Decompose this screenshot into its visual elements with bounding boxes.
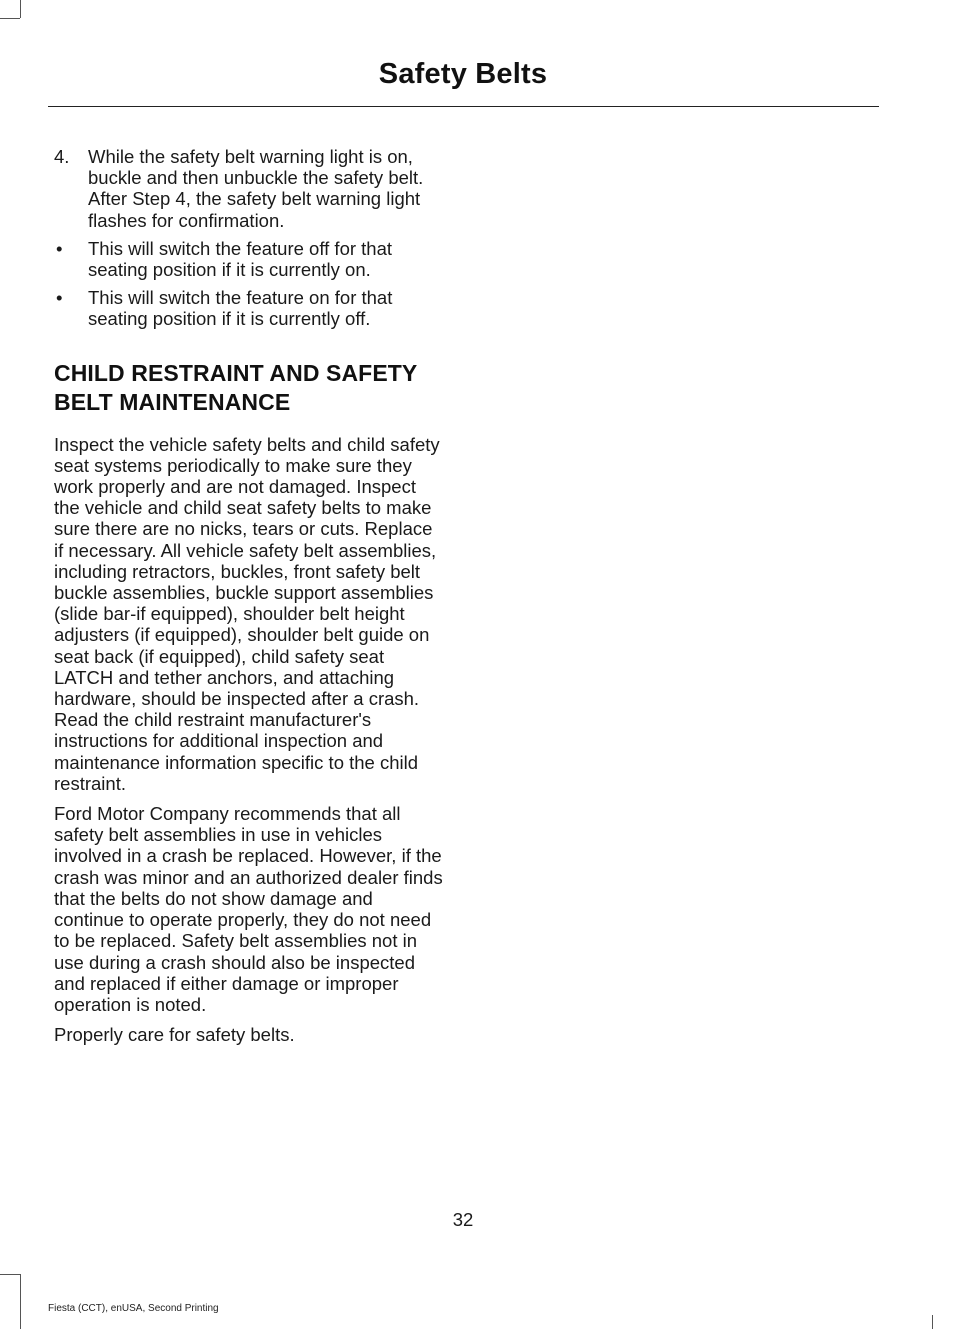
header-divider (48, 106, 879, 107)
list-item-text: This will switch the feature on for that seating position if it is currently off. (88, 287, 393, 330)
bullet-marker: • (56, 287, 63, 309)
section-heading: CHILD RESTRAINT AND SAFETY BELT MAINTENANCE (54, 359, 417, 415)
list-item (54, 287, 446, 329)
page-number: 32 (452, 1209, 474, 1230)
crop-mark-bottom-left-horizontal (0, 1274, 20, 1275)
crop-mark-bottom-left-vertical (20, 1274, 21, 1329)
list-item-text: While the safety belt warning light is on, buckle and then unbuckle the safety belt. After Step 4, the safety belt warning light flashes for confirmation. (88, 146, 424, 231)
page-title: Safety Belts (378, 58, 548, 90)
bullet-marker: • (56, 237, 63, 259)
body-paragraph: Inspect the vehicle safety belts and child safety seat systems periodically to make sure they work properly and are not damaged. Inspect the vehicle and child seat safety belts to make sure there are no nicks, tears or cuts. Replace if necessary. All vehicle safety belt assemblies, including retractors, buckles, front safety belt buckle assemblies, buckle support assemblies (slide bar-if equipped), shoulder belt height adjusters (if equipped), shoulder belt guide on seat back (if equipped), child safety seat LATCH and tether anchors, and attaching hardware, should be inspected after a crash. Read the child restraint manufacturer's instructions for additional inspection and maintenance information specific to the child restraint. (54, 433, 440, 794)
crop-mark-bottom-right-vertical (932, 1315, 933, 1329)
body-paragraph: Properly care for safety belts. (54, 1024, 295, 1046)
list-item-text: This will switch the feature off for that seating position if it is currently on. (88, 237, 393, 281)
list-number: 4. (54, 146, 70, 167)
list-item (54, 146, 446, 231)
main-column (54, 146, 446, 1054)
footer-text: Fiesta (CCT), enUSA, Second Printing (48, 1303, 219, 1314)
crop-mark-top-left-vertical (20, 0, 21, 18)
body-paragraph: Ford Motor Company recommends that all safety belt assemblies in use in vehicles involved in a crash be replaced. However, if the crash was minor and an authorized dealer finds that the belts do not show damage and continue to operate properly, they do not need to be replaced. Safety belt assemblies not in use during a crash should also be inspected and replaced if either damage or improper operation is noted. (54, 803, 443, 1015)
crop-mark-top-left-horizontal (0, 18, 20, 19)
list-item (54, 238, 446, 280)
